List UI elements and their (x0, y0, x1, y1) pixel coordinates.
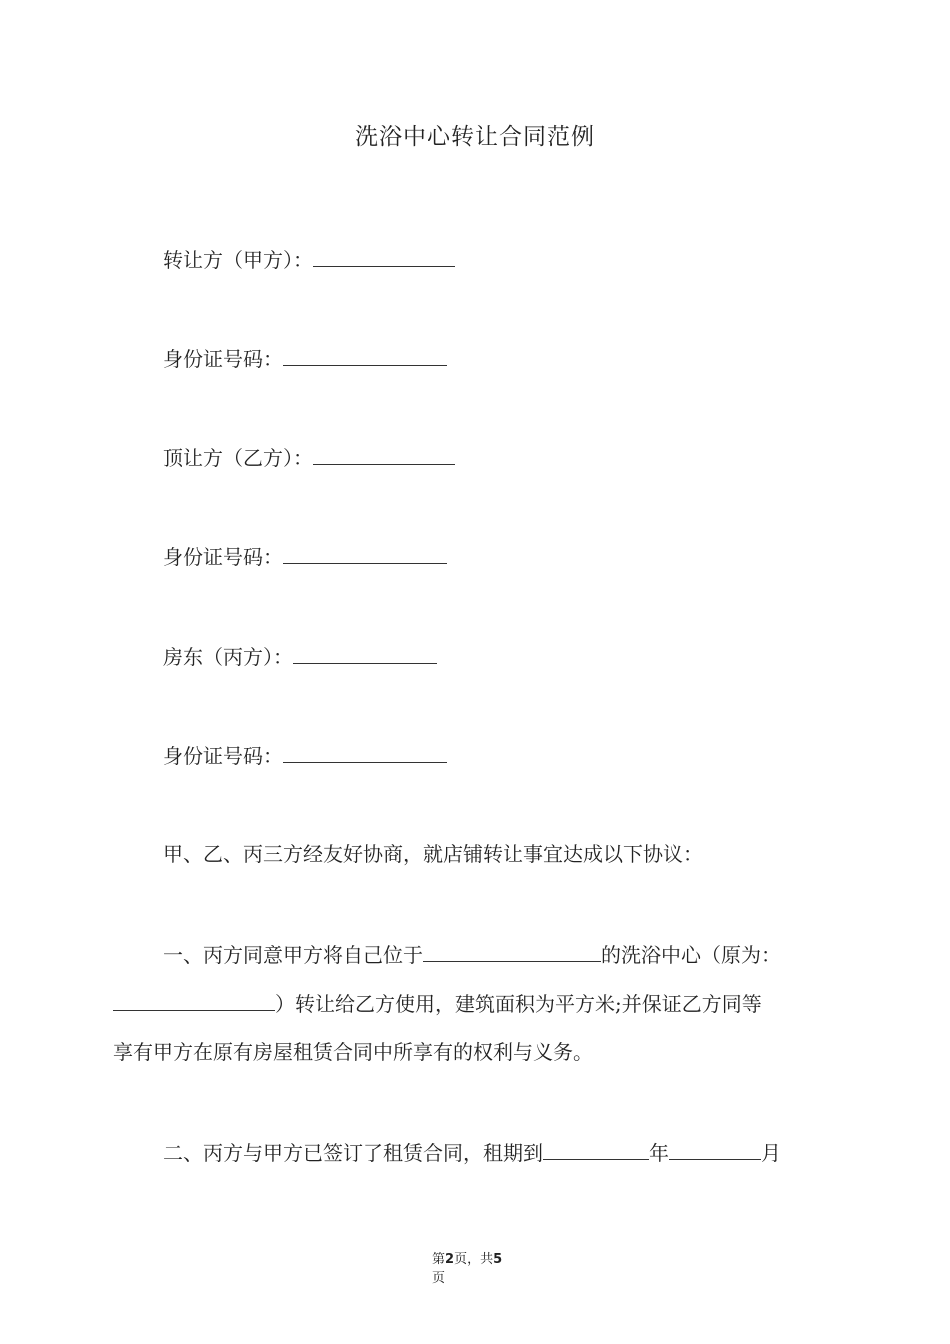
clause1-text-a: 一、丙方同意甲方将自己位于 (163, 943, 423, 967)
field-label: 转让方（甲方）： (163, 248, 313, 272)
field-label: 身份证号码： (163, 545, 283, 569)
transferor-id-blank[interactable] (283, 343, 447, 366)
clause1-line3: 享有甲方在原有房屋租赁合同中所享有的权利与义务。 (113, 1040, 593, 1064)
clause2-line1 (163, 1137, 781, 1167)
landlord-id-blank[interactable] (283, 740, 447, 763)
field-transferor-id (163, 343, 447, 373)
page-footer (432, 1250, 532, 1288)
footer-total-pages: 5 (493, 1252, 503, 1267)
field-transferee (163, 442, 455, 472)
landlord-blank[interactable] (293, 641, 437, 664)
field-landlord (163, 641, 437, 671)
clause1-line1 (163, 939, 781, 969)
footer-page-number: 2 (445, 1252, 455, 1267)
field-landlord-id (163, 740, 447, 770)
clause1-line2 (113, 988, 762, 1018)
field-transferee-id (163, 541, 447, 571)
intro-paragraph: 甲、乙、丙三方经友好协商，就店铺转让事宜达成以下协议： (163, 842, 703, 866)
transferee-blank[interactable] (313, 442, 455, 465)
field-label: 身份证号码： (163, 347, 283, 371)
original-use-blank[interactable] (113, 988, 275, 1011)
footer-suffix: 页 (432, 1271, 446, 1286)
field-label: 房东（丙方）： (163, 645, 293, 669)
month-label: 月 (761, 1141, 781, 1165)
month-blank[interactable] (669, 1137, 761, 1160)
clause1-text-c: ）转让给乙方使用，建筑面积为平方米;并保证乙方同等 (275, 992, 762, 1016)
location-blank[interactable] (423, 939, 601, 962)
transferor-blank[interactable] (313, 244, 455, 267)
year-label: 年 (649, 1141, 669, 1165)
transferee-id-blank[interactable] (283, 541, 447, 564)
footer-prefix: 第 (432, 1252, 446, 1267)
field-label: 顶让方（乙方）： (163, 446, 313, 470)
page-title: 洗浴中心转让合同范例 (355, 124, 595, 150)
year-blank[interactable] (543, 1137, 649, 1160)
field-label: 身份证号码： (163, 744, 283, 768)
field-transferor (163, 244, 455, 274)
footer-middle: 页，共 (454, 1252, 494, 1267)
clause1-text-b: 的洗浴中心（原为： (601, 943, 781, 967)
clause2-text: 二、丙方与甲方已签订了租赁合同，租期到 (163, 1141, 543, 1165)
